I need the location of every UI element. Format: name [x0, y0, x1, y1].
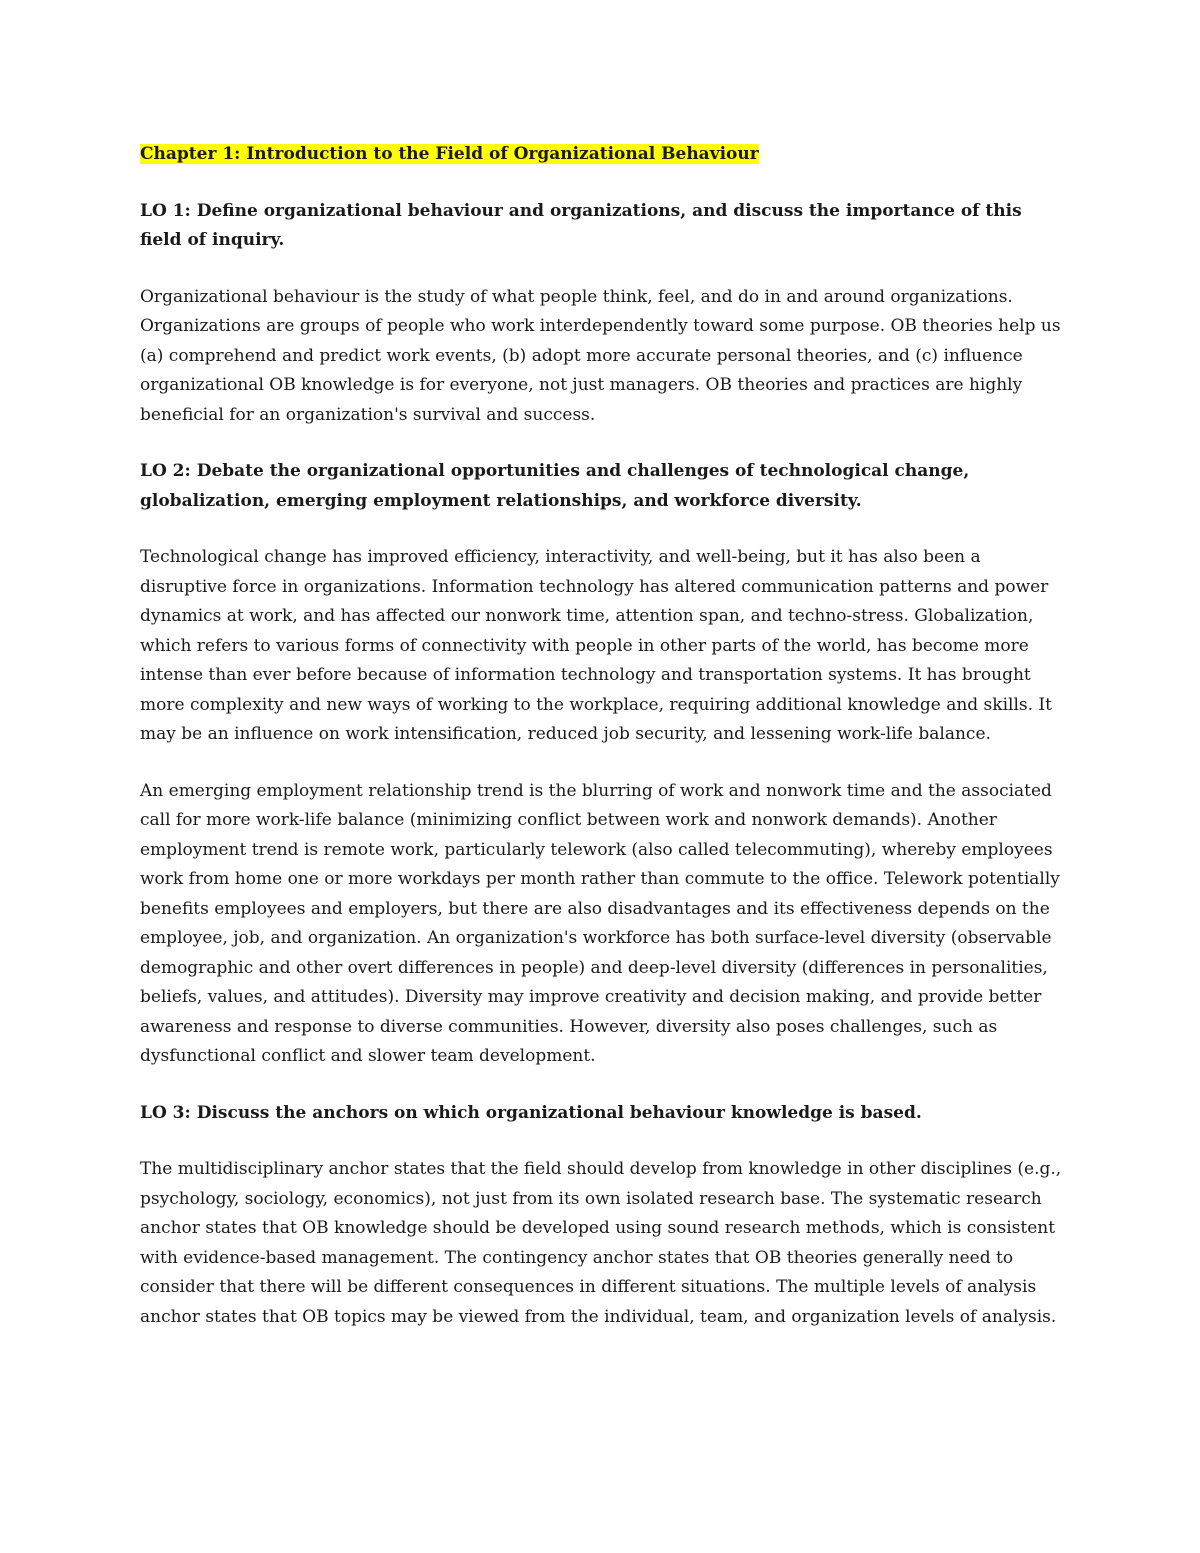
- lo2-heading: LO 2: Debate the organizational opportunities and challenges of technological change, globalization, emerging employment relationships, and workforce diversity.: [140, 461, 970, 511]
- lo1-paragraph-1: Organizational behaviour is the study of what people think, feel, and do in and around organizations. Organizations are groups of people who work interdependently toward some purpose. OB theories help us (a) comprehend and predict work events, (b) adopt more accurate personal theories, and (c) influence organizational OB knowledge is for everyone, not just managers. OB theories and practices are highly beneficial for an organization's survival and success.: [140, 286, 1061, 425]
- chapter-title: [140, 140, 1066, 170]
- lo3-heading: LO 3: Discuss the anchors on which organizational behaviour knowledge is based.: [140, 1102, 922, 1123]
- document-body: [140, 140, 1066, 1359]
- lo1-heading: LO 1: Define organizational behaviour and organizations, and discuss the importance of this field of inquiry.: [140, 200, 1022, 250]
- lo3-paragraph-1: The multidisciplinary anchor states that the field should develop from knowledge in other disciplines (e.g., psychology, sociology, economics), not just from its own isolated research base. The systematic research anchor states that OB knowledge should be developed using sound research methods, which is consistent with evidence-based management. The contingency anchor states that OB theories generally need to consider that there will be different consequences in different situations. The multiple levels of analysis anchor states that OB topics may be viewed from the individual, team, and organization levels of analysis.: [140, 1159, 1062, 1327]
- chapter-title-highlight: Chapter 1: Introduction to the Field of Organizational Behaviour: [140, 144, 759, 164]
- lo2-paragraph-1: Technological change has improved efficiency, interactivity, and well-being, but it has also been a disruptive force in organizations. Information technology has altered communication patterns and power dynamics at work, and has affected our nonwork time, attention span, and techno-stress. Globalization, which refers to various forms of connectivity with people in other parts of the world, has become more intense than ever before because of information technology and transportation systems. It has brought more complexity and new ways of working to the workplace, requiring additional knowledge and skills. It may be an influence on work intensification, reduced job security, and lessening work-life balance.: [140, 547, 1052, 744]
- lo2-paragraph-2: An emerging employment relationship trend is the blurring of work and nonwork time and the associated call for more work-life balance (minimizing conflict between work and nonwork demands). Another employment trend is remote work, particularly telework (also called telecommuting), whereby employees work from home one or more workdays per month rather than commute to the office. Telework potentially benefits employees and employers, but there are also disadvantages and its effectiveness depends on the employee, job, and organization. An organization's workforce has both surface-level diversity (observable demographic and other overt differences in people) and deep-level diversity (differences in personalities, beliefs, values, and attitudes). Diversity may improve creativity and decision making, and provide better awareness and response to diverse communities. However, diversity also poses challenges, such as dysfunctional conflict and slower team development.: [140, 780, 1060, 1066]
